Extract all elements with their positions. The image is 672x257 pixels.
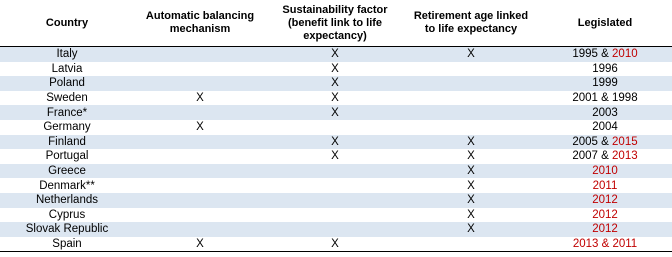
table-row [0,135,672,150]
legislated-cell [538,91,672,106]
sustainability-factor-cell: X [266,47,404,62]
legislated-year: 2012 [592,223,618,236]
country-cell: Spain [0,237,134,252]
legislated-cell [538,193,672,208]
legislated-year: 2010 [592,165,618,178]
automatic-balancing-cell [134,178,266,193]
header-legislated: Legislated [538,0,672,47]
legislated-cell [538,120,672,135]
retirement-age-cell: X [404,135,538,150]
retirement-age-cell [404,120,538,135]
retirement-age-cell: X [467,208,475,221]
legislated-year: 2003 [592,106,618,119]
retirement-age-cell [404,91,538,106]
sustainability-factor-cell [266,178,404,193]
country-cell: Slovak Republic [0,222,134,237]
legislated-year: 2013 [612,150,638,163]
table-row [0,164,672,179]
legislated-year: 2005 [572,135,598,148]
header-automatic-balancing: Automatic balancing mechanism [134,0,266,47]
legislated-cell [538,178,672,193]
legislated-year: 2011 [592,179,618,192]
table-row [0,193,672,208]
automatic-balancing-cell [134,164,266,179]
legislated-year: 1995 [572,48,598,61]
legislated-cell [538,105,672,120]
automatic-balancing-cell [134,62,266,77]
header-country: Country [0,0,134,47]
automatic-balancing-cell [134,222,266,237]
automatic-balancing-cell: X [134,237,266,252]
legislated-cell [538,222,672,237]
country-cell: Italy [0,47,134,62]
legislated-cell [538,237,672,252]
sustainability-factor-cell [266,120,404,135]
country-cell: Sweden [46,92,88,105]
sustainability-factor-cell: X [331,150,339,163]
sustainability-factor-cell [266,164,404,179]
header-retirement-age: Retirement age linked to life expectancy [404,0,538,47]
retirement-age-cell: X [467,179,475,192]
table-row [0,76,672,91]
legislated-cell [538,135,672,150]
legislated-year: 2015 [612,135,638,148]
table-row [0,237,672,252]
retirement-age-cell [404,76,538,91]
automatic-balancing-cell [134,47,266,62]
sustainability-factor-cell [266,208,404,223]
country-cell: Greece [0,164,134,179]
table-row [0,120,672,135]
table-row [0,208,672,223]
automatic-balancing-cell [134,76,266,91]
legislated-year: 2013 & 2011 [572,238,638,251]
legislated-cell [538,76,672,91]
country-cell: Germany [43,121,91,134]
legislated-cell [538,208,672,223]
table-header [0,0,672,47]
country-cell: France* [0,105,134,120]
legislated-cell [538,164,672,179]
legislated-year: 2012 [592,194,618,207]
country-cell: Netherlands [0,193,134,208]
automatic-balancing-cell [134,193,266,208]
country-cell: Cyprus [48,208,86,221]
automatic-balancing-cell [134,105,266,120]
country-cell: Portugal [45,150,89,163]
legislated-year: & [597,48,613,61]
retirement-age-cell [404,105,538,120]
legislated-cell [538,149,672,164]
automatic-balancing-cell [134,208,266,223]
retirement-age-cell: X [467,150,475,163]
legislated-cell [538,47,672,62]
sustainability-factor-cell: X [331,62,339,75]
automatic-balancing-cell [134,149,266,164]
legislated-year: 2007 [572,150,598,163]
sustainability-factor-cell: X [331,92,339,105]
sustainability-factor-cell [266,193,404,208]
sustainability-factor-cell [266,222,404,237]
legislated-year: 1999 [592,77,618,90]
country-cell: Denmark** [39,179,95,192]
header-sustainability-factor: Sustainability factor (benefit link to life expectancy) [266,0,404,47]
country-cell: Latvia [51,62,83,75]
table-row [0,91,672,106]
legislated-cell [538,62,672,77]
country-cell: Finland [0,135,134,150]
legislated-year: 1996 [592,62,618,75]
sustainability-factor-cell: X [266,237,404,252]
header-row [0,0,672,47]
retirement-age-cell: X [404,222,538,237]
sustainability-factor-cell: X [266,76,404,91]
sustainability-factor-cell: X [266,135,404,150]
legislated-year: 2004 [592,121,618,134]
legislated-year: 2010 [612,48,638,61]
automatic-balancing-cell [134,135,266,150]
country-cell: Poland [0,76,134,91]
sustainability-factor-cell: X [266,105,404,120]
table-row [0,178,672,193]
table-row [0,149,672,164]
retirement-age-cell: X [404,47,538,62]
table-row [0,105,672,120]
automatic-balancing-cell: X [196,121,204,134]
retirement-age-cell [404,62,538,77]
retirement-age-cell [404,237,538,252]
legislated-year: & [597,135,613,148]
table-row [0,62,672,77]
retirement-age-cell: X [404,164,538,179]
legislated-year: 2012 [592,208,618,221]
table-row [0,222,672,237]
legislated-year: & [597,150,613,163]
automatic-balancing-cell: X [196,92,204,105]
legislated-year: 2001 & 1998 [572,92,638,105]
table-row [0,47,672,62]
table-body [0,47,672,252]
retirement-age-cell: X [404,193,538,208]
